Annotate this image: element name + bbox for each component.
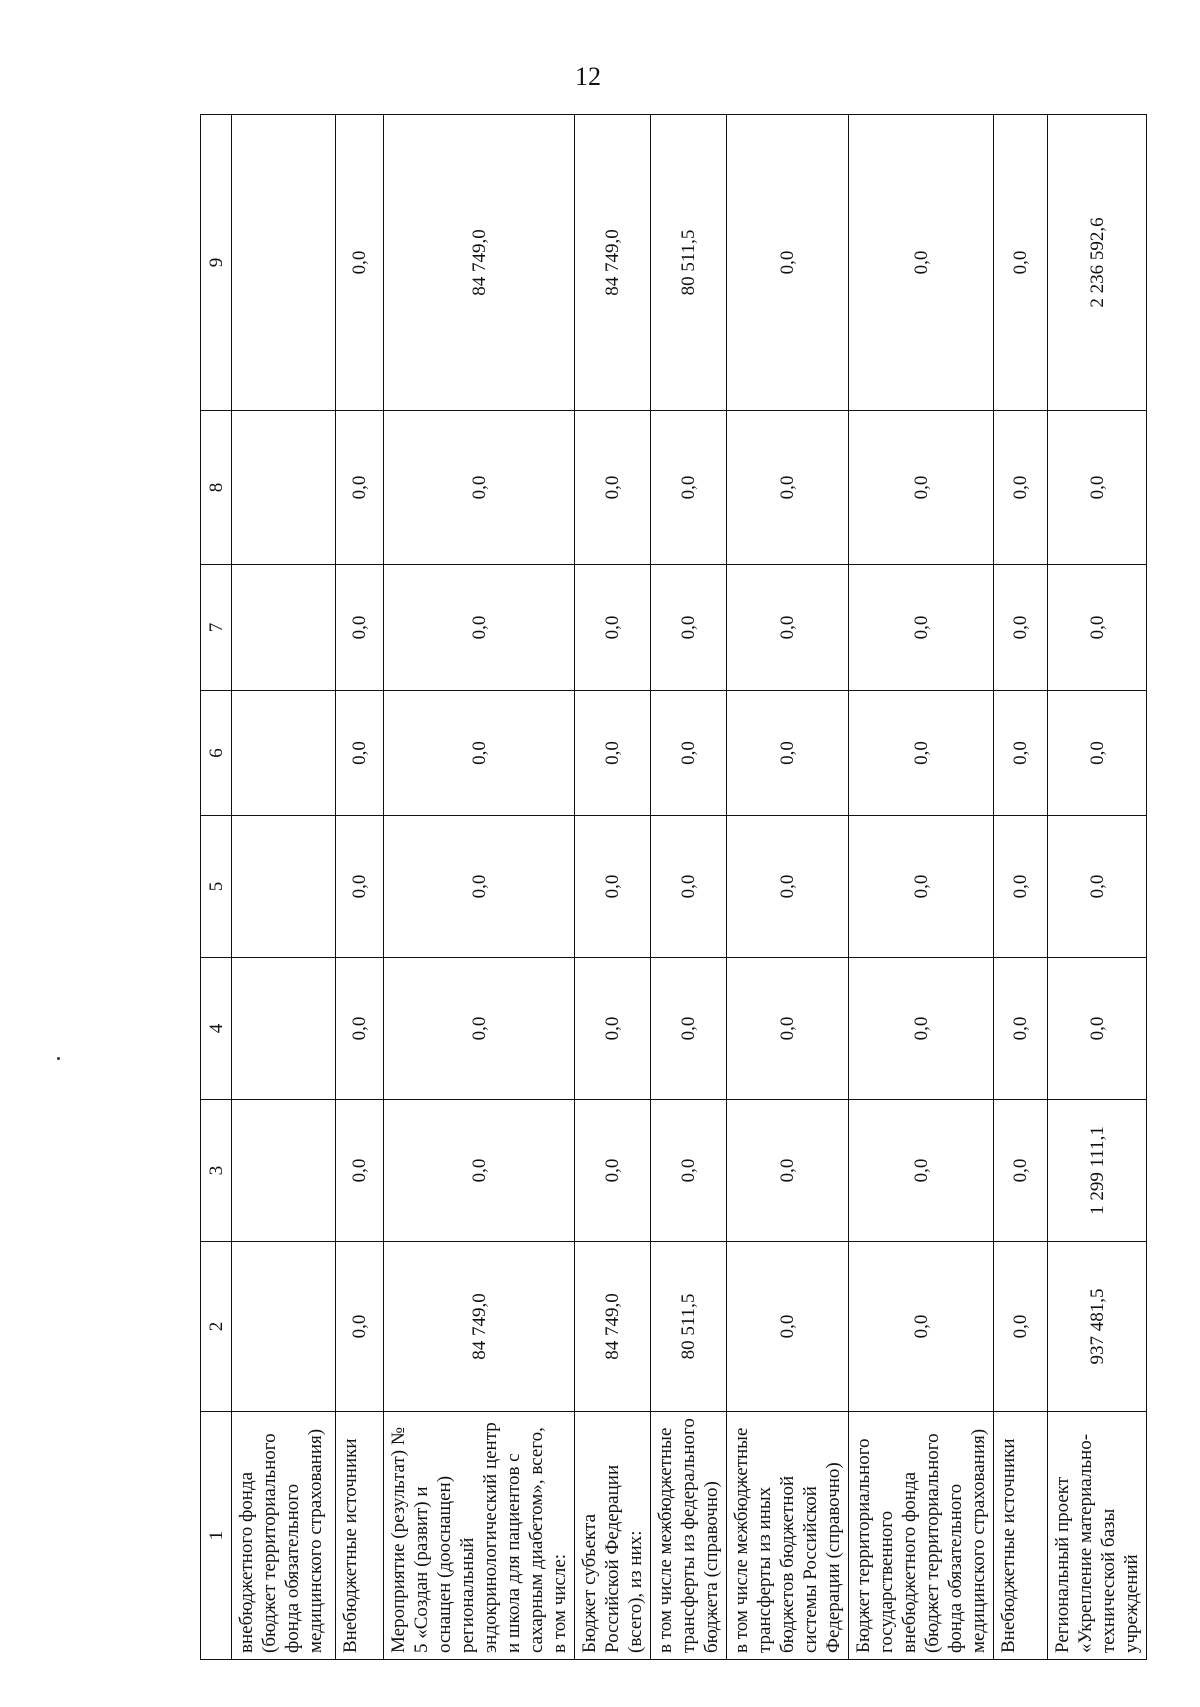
table-cell: 0,0 xyxy=(849,565,994,691)
scan-speck xyxy=(57,1057,60,1060)
table-cell: 0,0 xyxy=(849,1242,994,1412)
table-cell: 0,0 xyxy=(727,958,849,1100)
column-header: 8 xyxy=(201,411,232,565)
table-cell: 0,0 xyxy=(651,691,727,816)
table-cell: 0,0 xyxy=(849,1100,994,1242)
table-row xyxy=(384,115,575,1660)
row-label: Мероприятие (результат) № 5 «Создан (развит) и оснащен (дооснащен) региональный эндокринологический центр и школа для пациентов с сахарным диабетом», всего, в том числе: xyxy=(384,1412,575,1660)
table-row xyxy=(232,115,336,1660)
row-label: Внебюджетные источники xyxy=(994,1412,1048,1660)
table-header-row xyxy=(201,115,232,1660)
table-cell: 0,0 xyxy=(575,691,651,816)
table-cell: 0,0 xyxy=(1048,411,1147,565)
table-cell: 0,0 xyxy=(575,565,651,691)
table-cell: 84 749,0 xyxy=(384,1242,575,1412)
table-row xyxy=(1048,115,1147,1660)
table-cell: 0,0 xyxy=(727,691,849,816)
table-cell: 0,0 xyxy=(1048,691,1147,816)
table-cell: 0,0 xyxy=(651,958,727,1100)
row-label: в том числе межбюджетные трансферты из иных бюджетов бюджетной системы Российской Федерации (справочно) xyxy=(727,1412,849,1660)
table-cell: 0,0 xyxy=(727,115,849,411)
rotated-table-container xyxy=(200,115,1142,1660)
table-cell xyxy=(232,816,336,958)
row-label: в том числе межбюджетные трансферты из федерального бюджета (справочно) xyxy=(651,1412,727,1660)
table-cell: 0,0 xyxy=(575,411,651,565)
column-header: 7 xyxy=(201,565,232,691)
table-cell: 0,0 xyxy=(336,565,384,691)
table-cell xyxy=(232,958,336,1100)
table-cell: 0,0 xyxy=(727,565,849,691)
row-label: Бюджет субъекта Российской Федерации (всего), из них: xyxy=(575,1412,651,1660)
table-cell: 0,0 xyxy=(849,958,994,1100)
row-label: Внебюджетные источники xyxy=(336,1412,384,1660)
table-cell: 0,0 xyxy=(727,411,849,565)
table-row xyxy=(994,115,1048,1660)
table-cell: 0,0 xyxy=(336,1100,384,1242)
table-cell: 0,0 xyxy=(336,816,384,958)
table-cell: 0,0 xyxy=(336,1242,384,1412)
table-row xyxy=(336,115,384,1660)
table-cell: 0,0 xyxy=(384,958,575,1100)
table-row xyxy=(849,115,994,1660)
table-cell: 0,0 xyxy=(575,958,651,1100)
table-row xyxy=(651,115,727,1660)
table-cell: 80 511,5 xyxy=(651,1242,727,1412)
row-label: Бюджет территориального государственного внебюджетного фонда (бюджет территориального фонда обязательного медицинского страхования) xyxy=(849,1412,994,1660)
table-cell: 0,0 xyxy=(994,565,1048,691)
table-cell: 0,0 xyxy=(849,411,994,565)
table-cell: 0,0 xyxy=(1048,565,1147,691)
table-cell: 1 299 111,1 xyxy=(1048,1100,1147,1242)
table-cell xyxy=(232,411,336,565)
row-label: внебюджетного фонда (бюджет территориального фонда обязательного медицинского страхования) xyxy=(232,1412,336,1660)
column-header: 4 xyxy=(201,958,232,1100)
table-cell: 0,0 xyxy=(727,816,849,958)
table-cell: 0,0 xyxy=(994,816,1048,958)
table-cell: 0,0 xyxy=(994,1100,1048,1242)
table-cell: 0,0 xyxy=(384,816,575,958)
column-header: 9 xyxy=(201,115,232,411)
table-cell: 84 749,0 xyxy=(384,115,575,411)
table-cell: 84 749,0 xyxy=(575,115,651,411)
column-header: 3 xyxy=(201,1100,232,1242)
table-cell: 0,0 xyxy=(651,816,727,958)
table-row xyxy=(727,115,849,1660)
page-number: 12 xyxy=(575,62,601,91)
table-cell: 0,0 xyxy=(994,115,1048,411)
table-cell: 2 236 592,6 xyxy=(1048,115,1147,411)
table-cell: 0,0 xyxy=(336,411,384,565)
column-header: 2 xyxy=(201,1242,232,1412)
row-label: Региональный проект «Укрепление материально-технической базы учреждений xyxy=(1048,1412,1147,1660)
table-cell: 0,0 xyxy=(651,565,727,691)
table-cell: 0,0 xyxy=(651,1100,727,1242)
table-cell: 0,0 xyxy=(336,115,384,411)
table-cell: 84 749,0 xyxy=(575,1242,651,1412)
table-cell: 0,0 xyxy=(336,958,384,1100)
table-cell xyxy=(232,691,336,816)
table-cell: 0,0 xyxy=(994,1242,1048,1412)
table-cell: 0,0 xyxy=(849,816,994,958)
table-cell: 80 511,5 xyxy=(651,115,727,411)
table-cell: 0,0 xyxy=(384,411,575,565)
table-cell: 937 481,5 xyxy=(1048,1242,1147,1412)
table-cell: 0,0 xyxy=(849,691,994,816)
table-cell xyxy=(232,1100,336,1242)
table-cell: 0,0 xyxy=(994,691,1048,816)
table-cell: 0,0 xyxy=(384,565,575,691)
table-cell xyxy=(232,565,336,691)
table-cell: 0,0 xyxy=(1048,816,1147,958)
table-cell: 0,0 xyxy=(1048,958,1147,1100)
table-cell xyxy=(232,1242,336,1412)
table-cell: 0,0 xyxy=(727,1100,849,1242)
table-cell: 0,0 xyxy=(849,115,994,411)
column-header: 1 xyxy=(201,1412,232,1660)
table-cell: 0,0 xyxy=(994,958,1048,1100)
table-cell: 0,0 xyxy=(994,411,1048,565)
table-cell: 0,0 xyxy=(384,1100,575,1242)
table-cell xyxy=(232,115,336,411)
table-cell: 0,0 xyxy=(384,691,575,816)
column-header: 5 xyxy=(201,816,232,958)
table-cell: 0,0 xyxy=(727,1242,849,1412)
table-cell: 0,0 xyxy=(575,816,651,958)
table-cell: 0,0 xyxy=(651,411,727,565)
table-cell: 0,0 xyxy=(336,691,384,816)
column-header: 6 xyxy=(201,691,232,816)
budget-table xyxy=(200,114,1147,1660)
table-cell: 0,0 xyxy=(575,1100,651,1242)
table-row xyxy=(575,115,651,1660)
